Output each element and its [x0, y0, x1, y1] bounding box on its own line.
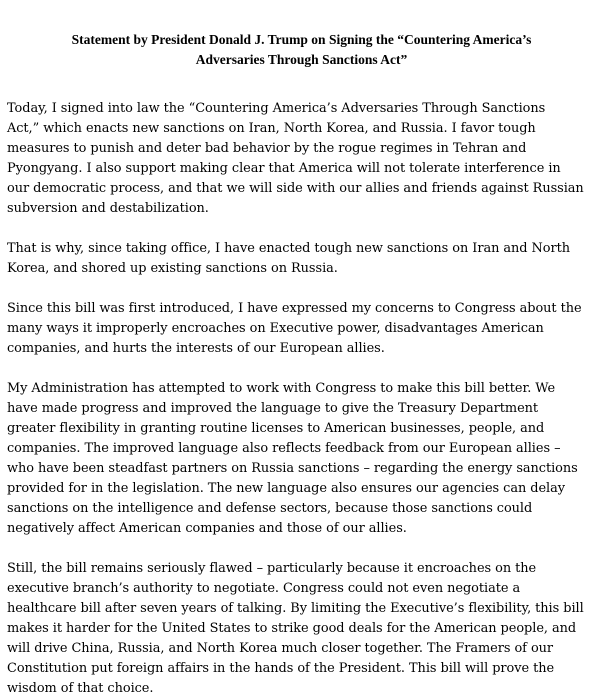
text-line: wisdom of that choice.	[7, 681, 154, 696]
text-line: provided for in the legislation. The new language also ensures our agencies can delay	[7, 481, 565, 496]
text-line: will drive China, Russia, and North Korea much closer together. The Framers of our	[7, 641, 554, 656]
text-line: negatively affect American companies and those of our allies.	[7, 521, 407, 536]
paragraph-signing	[7, 99, 596, 219]
text-line: have made progress and improved the language to give the Treasury Department	[7, 401, 539, 416]
text-line: companies, and hurts the interests of our European allies.	[7, 341, 385, 356]
text-line: sanctions on the intelligence and defense sectors, because those sanctions could	[7, 501, 533, 516]
text-line: many ways it improperly encroaches on Executive power, disadvantages American	[7, 321, 544, 336]
text-line: Today, I signed into law the “Countering America’s Adversaries Through Sanctions	[7, 101, 546, 116]
text-line: Since this bill was first introduced, I have expressed my concerns to Congress about the	[7, 301, 582, 316]
paragraph-sanctions-enacted	[7, 239, 596, 279]
text-line: My Administration has attempted to work with Congress to make this bill better. We	[7, 381, 556, 396]
text-line: Act,” which enacts new sanctions on Iran, North Korea, and Russia. I favor tough	[7, 121, 536, 136]
text-line: subversion and destabilization.	[7, 201, 209, 216]
text-line: That is why, since taking office, I have enacted tough new sanctions on Iran and North	[7, 241, 570, 256]
text-line: Constitution put foreign affairs in the hands of the President. This bill will prove the	[7, 661, 555, 676]
text-line: Korea, and shored up existing sanctions on Russia.	[7, 261, 338, 276]
title-line: Adversaries Through Sanctions Act”	[195, 52, 408, 67]
text-line: executive branch’s authority to negotiate. Congress could not even negotiate a	[7, 581, 521, 596]
paragraph-improvements	[7, 379, 596, 539]
text-line: Still, the bill remains seriously flawed – particularly because it encroaches on the	[7, 561, 537, 576]
statement-title	[7, 30, 596, 70]
paragraph-flaws	[7, 559, 596, 699]
text-line: companies. The improved language also reflects feedback from our European allies –	[7, 441, 561, 456]
text-line: Pyongyang. I also support making clear that America will not tolerate interference in	[7, 161, 561, 176]
text-line: who have been steadfast partners on Russia sanctions – regarding the energy sanctions	[7, 461, 578, 476]
text-line: our democratic process, and that we will side with our allies and friends against Russian	[7, 181, 584, 196]
text-line: makes it harder for the United States to strike good deals for the American people, and	[7, 621, 577, 636]
paragraph-concerns	[7, 299, 596, 359]
text-line: greater flexibility in granting routine licenses to American businesses, people, and	[7, 421, 545, 436]
text-line: healthcare bill after seven years of talking. By limiting the Executive’s flexibility, this bill	[7, 601, 584, 616]
text-line: measures to punish and deter bad behavior by the rogue regimes in Tehran and	[7, 141, 527, 156]
title-line: Statement by President Donald J. Trump on Signing the “Countering America’s	[71, 32, 532, 47]
